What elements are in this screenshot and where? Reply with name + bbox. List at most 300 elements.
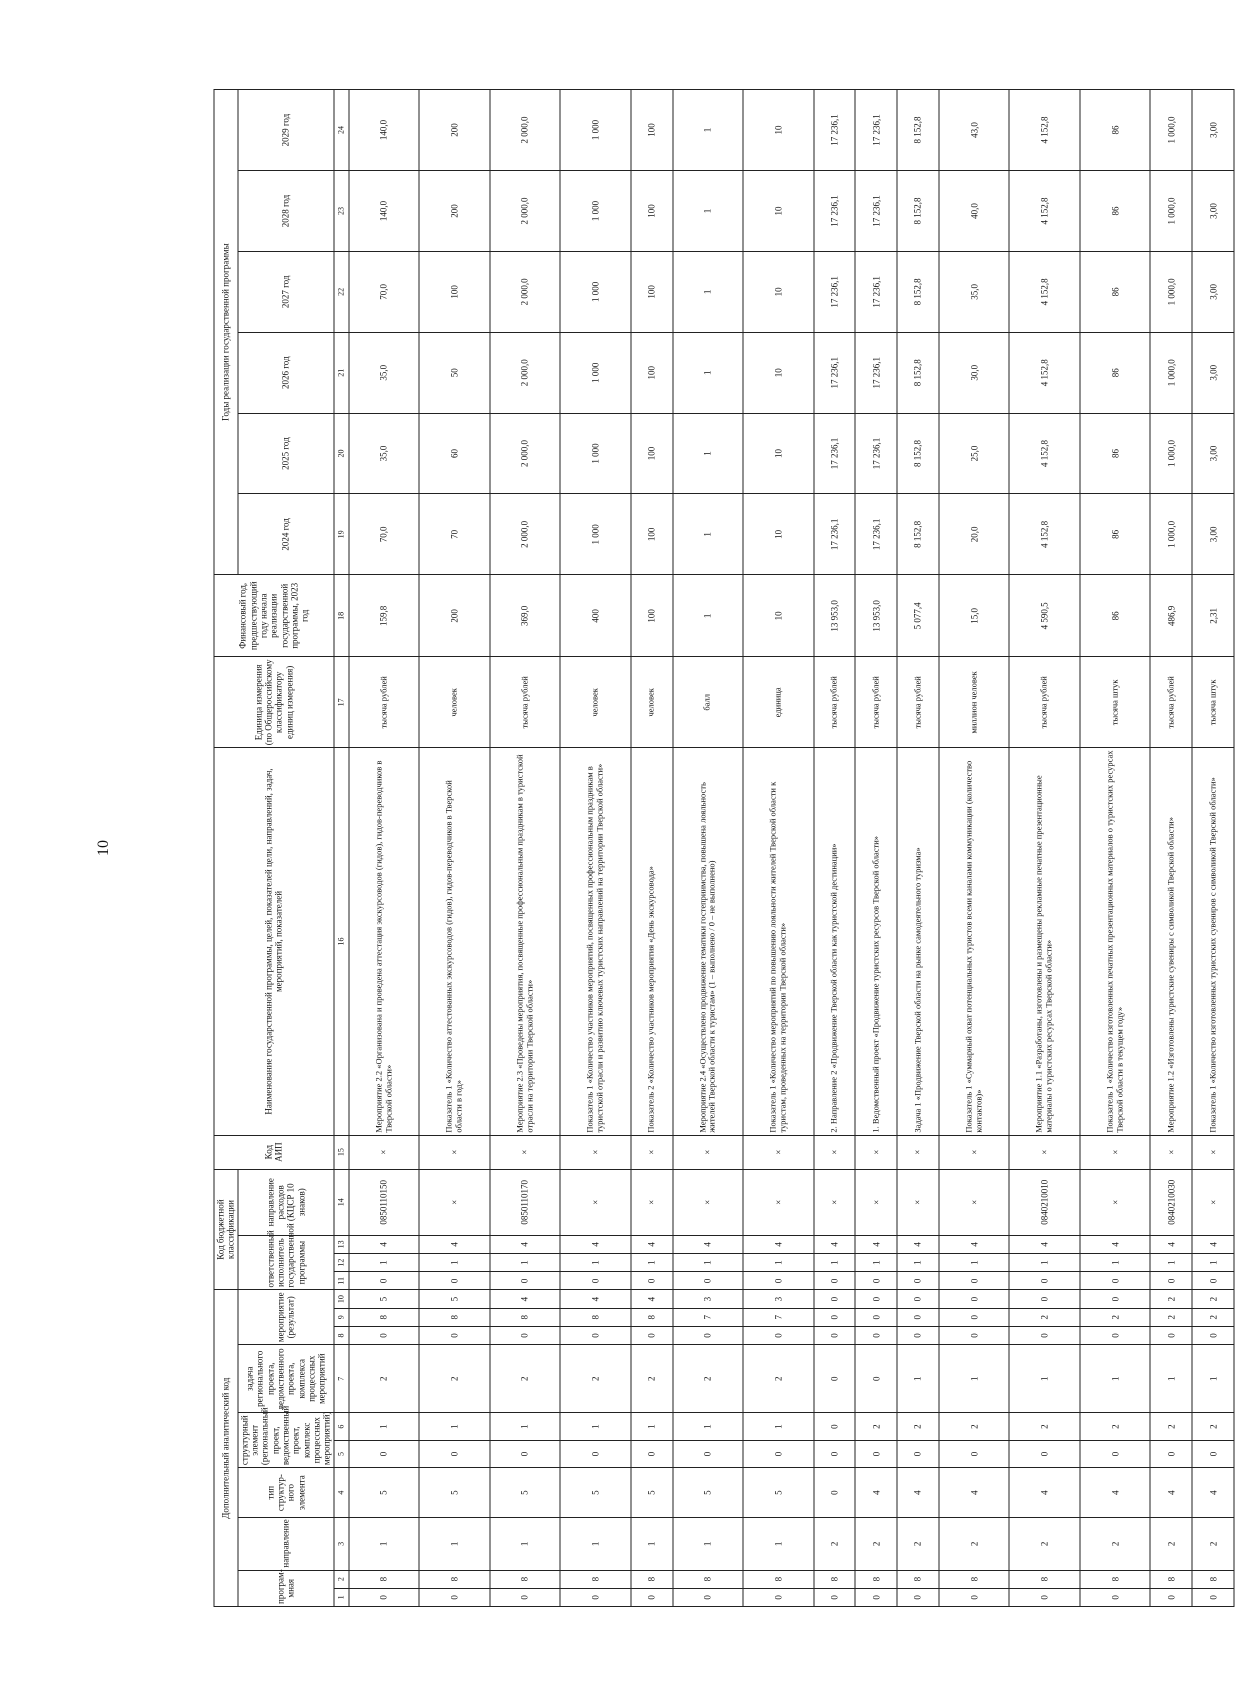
code-cell: 8 xyxy=(419,1570,490,1588)
header-year-2028: 2028 год xyxy=(238,171,334,252)
code-cell: 0850110170 xyxy=(490,1169,561,1235)
code-cell: 2 xyxy=(673,1345,744,1413)
program-table xyxy=(214,89,1235,1607)
code-cell: 1 xyxy=(349,1413,420,1440)
value-cell: 1 xyxy=(673,332,744,413)
code-cell: 1 xyxy=(673,1518,744,1570)
code-cell: 4 xyxy=(560,1235,631,1253)
code-cell: 2 xyxy=(1192,1413,1234,1440)
code-cell: 4 xyxy=(1192,1235,1234,1253)
header-expense-dir: направление расходов (КЦСР 10 знаков) xyxy=(238,1169,334,1235)
code-cell: × xyxy=(743,1169,814,1235)
code-cell: 5 xyxy=(743,1468,814,1518)
value-cell: 86 xyxy=(1080,171,1151,252)
value-cell: 100 xyxy=(631,90,673,171)
code-cell: 8 xyxy=(673,1570,744,1588)
value-cell: 86 xyxy=(1080,251,1151,332)
value-cell: 70,0 xyxy=(349,494,420,575)
code-cell: 0 xyxy=(743,1326,814,1344)
code-cell: 0 xyxy=(814,1345,856,1413)
column-number: 6 xyxy=(334,1413,349,1440)
table-row xyxy=(1009,90,1080,1607)
code-cell: 8 xyxy=(419,1308,490,1326)
code-cell: 0 xyxy=(855,1345,897,1413)
code-cell: 4 xyxy=(631,1235,673,1253)
code-cell: 1 xyxy=(490,1518,561,1570)
code-cell: 4 xyxy=(631,1290,673,1308)
code-cell: 0 xyxy=(1009,1588,1080,1606)
code-cell: 2 xyxy=(631,1345,673,1413)
item-name-cell: 2. Направление 2 «Продвижение Тверской области как туристской дестинации» xyxy=(814,748,856,1135)
value-cell: 1 xyxy=(673,494,744,575)
value-cell: 43,0 xyxy=(939,90,1010,171)
code-cell: 8 xyxy=(349,1570,420,1588)
code-cell: 4 xyxy=(814,1235,856,1253)
table-row xyxy=(560,90,631,1607)
value-cell: 8 152,8 xyxy=(897,413,939,494)
code-cell: × xyxy=(631,1135,673,1169)
code-cell: 2 xyxy=(897,1413,939,1440)
code-cell: 2 xyxy=(1080,1308,1151,1326)
header-executor: ответственный исполнитель государственной программы xyxy=(238,1235,334,1290)
value-cell: 200 xyxy=(419,171,490,252)
code-cell: 4 xyxy=(855,1235,897,1253)
code-cell: 1 xyxy=(897,1254,939,1272)
value-cell: 8 152,8 xyxy=(897,332,939,413)
code-cell: 1 xyxy=(560,1518,631,1570)
unit-cell: миллион человек xyxy=(939,657,1010,748)
code-cell: 4 xyxy=(349,1235,420,1253)
code-cell: × xyxy=(1192,1169,1234,1235)
code-cell: × xyxy=(743,1135,814,1169)
code-cell: 0 xyxy=(939,1588,1010,1606)
code-cell: 2 xyxy=(939,1518,1010,1570)
column-number: 7 xyxy=(334,1345,349,1413)
value-cell: 100 xyxy=(631,171,673,252)
table-row xyxy=(855,90,897,1607)
code-cell: 0 xyxy=(1009,1272,1080,1290)
code-cell: 0 xyxy=(1009,1440,1080,1467)
value-cell: 1 000 xyxy=(560,171,631,252)
unit-cell: тысяча рублей xyxy=(1009,657,1080,748)
code-cell: 0 xyxy=(1080,1290,1151,1308)
code-cell: 0 xyxy=(939,1290,1010,1308)
code-cell: 0 xyxy=(939,1440,1010,1467)
value-cell: 1 000,0 xyxy=(1150,171,1192,252)
value-cell: 25,0 xyxy=(939,413,1010,494)
code-cell: 0 xyxy=(743,1440,814,1467)
item-name-cell: Мероприятие 1.1 «Разработаны, изготовлены и размещены рекламные печатные презентационные материалы о туристских ресурсах Тверской области» xyxy=(1009,748,1080,1135)
code-cell: 1 xyxy=(1009,1254,1080,1272)
value-cell: 17 236,1 xyxy=(855,171,897,252)
code-cell: 0 xyxy=(939,1326,1010,1344)
code-cell: 2 xyxy=(1080,1413,1151,1440)
column-number: 20 xyxy=(334,413,349,494)
code-cell: 8 xyxy=(939,1570,1010,1588)
value-cell: 17 236,1 xyxy=(855,494,897,575)
value-cell: 1 xyxy=(673,575,744,657)
code-cell: 8 xyxy=(560,1308,631,1326)
code-cell: 0 xyxy=(814,1308,856,1326)
table-row xyxy=(743,90,814,1607)
code-cell: 0 xyxy=(1192,1440,1234,1467)
code-cell: 0 xyxy=(673,1326,744,1344)
value-cell: 86 xyxy=(1080,90,1151,171)
header-struct-type: тип структур-ного элемента xyxy=(238,1468,334,1518)
value-cell: 17 236,1 xyxy=(855,413,897,494)
code-cell: 0 xyxy=(490,1326,561,1344)
code-cell: 2 xyxy=(1150,1518,1192,1570)
value-cell: 17 236,1 xyxy=(855,90,897,171)
header-years-group: Годы реализации государственной программы xyxy=(214,90,238,575)
code-cell: 0 xyxy=(743,1272,814,1290)
code-cell: 1 xyxy=(673,1413,744,1440)
code-cell: 0 xyxy=(631,1272,673,1290)
code-cell: 1 xyxy=(897,1345,939,1413)
code-cell: 0 xyxy=(897,1588,939,1606)
code-cell: 5 xyxy=(490,1468,561,1518)
code-cell: 0840210030 xyxy=(1150,1169,1192,1235)
code-cell: 2 xyxy=(349,1345,420,1413)
value-cell: 2 000,0 xyxy=(490,90,561,171)
item-name-cell: Показатель 1 «Количество аттестованных экскурсоводов (гидов), гидов-переводчиков в Тверской области в год» xyxy=(419,748,490,1135)
code-cell: 0 xyxy=(855,1440,897,1467)
column-number: 3 xyxy=(334,1518,349,1570)
code-cell: 0 xyxy=(673,1440,744,1467)
value-cell: 3,00 xyxy=(1192,332,1234,413)
header-year-2029: 2029 год xyxy=(238,90,334,171)
header-unit: Единица измерения (по Общероссийскому классификатору единиц измерения) xyxy=(214,657,334,748)
code-cell: 0 xyxy=(631,1440,673,1467)
value-cell: 8 152,8 xyxy=(897,171,939,252)
unit-cell: единица xyxy=(743,657,814,748)
code-cell: 8 xyxy=(1009,1570,1080,1588)
code-cell: 0 xyxy=(419,1326,490,1344)
code-cell: 4 xyxy=(855,1468,897,1518)
value-cell: 70 xyxy=(419,494,490,575)
code-cell: 0 xyxy=(419,1588,490,1606)
code-cell: 0 xyxy=(855,1326,897,1344)
code-cell: 1 xyxy=(419,1518,490,1570)
unit-cell: тысяча рублей xyxy=(490,657,561,748)
code-cell: 1 xyxy=(419,1254,490,1272)
value-cell: 159,8 xyxy=(349,575,420,657)
code-cell: 1 xyxy=(349,1254,420,1272)
code-cell: 0 xyxy=(855,1588,897,1606)
code-cell: × xyxy=(419,1169,490,1235)
code-cell: × xyxy=(1192,1135,1234,1169)
code-cell: 2 xyxy=(1150,1413,1192,1440)
code-cell: 0 xyxy=(814,1588,856,1606)
code-cell: 0 xyxy=(673,1272,744,1290)
value-cell: 10 xyxy=(743,171,814,252)
header-struct-element: структурный элемент (региональный проект, ведомственный проект, комплекс процессных мероприятий) xyxy=(238,1413,334,1468)
item-name-cell: 1. Ведомственный проект «Продвижение туристских ресурсов Тверской области» xyxy=(855,748,897,1135)
value-cell: 2 000,0 xyxy=(490,332,561,413)
column-number: 16 xyxy=(334,748,349,1135)
value-cell: 3,00 xyxy=(1192,494,1234,575)
code-cell: 0 xyxy=(560,1326,631,1344)
value-cell: 369,0 xyxy=(490,575,561,657)
code-cell: 1 xyxy=(631,1413,673,1440)
column-number: 2 xyxy=(334,1570,349,1588)
value-cell: 1 000 xyxy=(560,90,631,171)
header-budget-code: Код бюджетной классификации xyxy=(214,1169,238,1290)
code-cell: 0 xyxy=(939,1308,1010,1326)
code-cell: 0 xyxy=(419,1440,490,1467)
code-cell: 2 xyxy=(560,1345,631,1413)
column-number: 5 xyxy=(334,1440,349,1467)
value-cell: 8 152,8 xyxy=(897,90,939,171)
value-cell: 3,00 xyxy=(1192,90,1234,171)
code-cell: × xyxy=(897,1169,939,1235)
unit-cell: тысяча штук xyxy=(1080,657,1151,748)
value-cell: 100 xyxy=(631,494,673,575)
value-cell: 17 236,1 xyxy=(814,171,856,252)
header-year-2024: 2024 год xyxy=(238,494,334,575)
value-cell: 8 152,8 xyxy=(897,251,939,332)
value-cell: 2 000,0 xyxy=(490,251,561,332)
column-number: 23 xyxy=(334,171,349,252)
code-cell: 5 xyxy=(560,1468,631,1518)
code-cell: 2 xyxy=(1150,1290,1192,1308)
code-cell: 0 xyxy=(349,1440,420,1467)
value-cell: 10 xyxy=(743,575,814,657)
value-cell: 15,0 xyxy=(939,575,1010,657)
table-row xyxy=(1150,90,1192,1607)
code-cell: 0 xyxy=(1192,1326,1234,1344)
code-cell: 2 xyxy=(897,1518,939,1570)
value-cell: 200 xyxy=(419,575,490,657)
value-cell: 1 000,0 xyxy=(1150,413,1192,494)
code-cell: 2 xyxy=(855,1518,897,1570)
code-cell: 0 xyxy=(855,1308,897,1326)
code-cell: 8 xyxy=(897,1570,939,1588)
code-cell: × xyxy=(855,1169,897,1235)
value-cell: 17 236,1 xyxy=(814,332,856,413)
unit-cell: балл xyxy=(673,657,744,748)
column-number: 15 xyxy=(334,1135,349,1169)
column-number: 10 xyxy=(334,1290,349,1308)
code-cell: 0 xyxy=(897,1272,939,1290)
code-cell: 5 xyxy=(419,1290,490,1308)
code-cell: 4 xyxy=(1009,1468,1080,1518)
code-cell: 0850110150 xyxy=(349,1169,420,1235)
code-cell: 8 xyxy=(490,1308,561,1326)
value-cell: 13 953,0 xyxy=(855,575,897,657)
code-cell: × xyxy=(560,1135,631,1169)
code-cell: 8 xyxy=(1192,1570,1234,1588)
item-name-cell: Показатель 1 «Суммарный охват потенциальных туристов всеми каналами коммуникации (количество контактов)» xyxy=(939,748,1010,1135)
code-cell: 7 xyxy=(673,1308,744,1326)
value-cell: 3,00 xyxy=(1192,171,1234,252)
code-cell: 5 xyxy=(419,1468,490,1518)
value-cell: 140,0 xyxy=(349,90,420,171)
item-name-cell: Задача 1 «Продвижение Тверской области на рынке самодеятельного туризма» xyxy=(897,748,939,1135)
code-cell: 8 xyxy=(349,1308,420,1326)
value-cell: 4 590,5 xyxy=(1009,575,1080,657)
code-cell: 2 xyxy=(1009,1413,1080,1440)
value-cell: 30,0 xyxy=(939,332,1010,413)
code-cell: 0 xyxy=(897,1308,939,1326)
code-cell: 0 xyxy=(1080,1588,1151,1606)
value-cell: 10 xyxy=(743,413,814,494)
code-cell: 1 xyxy=(1080,1345,1151,1413)
unit-cell: тысяча штук xyxy=(1192,657,1234,748)
value-cell: 35,0 xyxy=(349,413,420,494)
unit-cell: тысяча рублей xyxy=(814,657,856,748)
code-cell: × xyxy=(814,1135,856,1169)
code-cell: 0 xyxy=(897,1326,939,1344)
code-cell: 1 xyxy=(631,1254,673,1272)
code-cell: 1 xyxy=(1080,1254,1151,1272)
unit-cell: тысяча рублей xyxy=(349,657,420,748)
unit-cell: тысяча рублей xyxy=(1150,657,1192,748)
value-cell: 17 236,1 xyxy=(855,332,897,413)
value-cell: 1 xyxy=(673,90,744,171)
code-cell: 2 xyxy=(855,1413,897,1440)
code-cell: × xyxy=(1080,1135,1151,1169)
value-cell: 400 xyxy=(560,575,631,657)
column-number: 18 xyxy=(334,575,349,657)
value-cell: 1 000,0 xyxy=(1150,90,1192,171)
code-cell: 4 xyxy=(1150,1468,1192,1518)
item-name-cell: Показатель 1 «Количество изготовленных туристских сувениров с символикой Тверской области» xyxy=(1192,748,1234,1135)
code-cell: 8 xyxy=(855,1570,897,1588)
header-add-code: Дополнительный аналитический код xyxy=(214,1290,238,1607)
code-cell: 4 xyxy=(419,1235,490,1253)
table-row xyxy=(419,90,490,1607)
code-cell: 1 xyxy=(490,1254,561,1272)
code-cell: 0 xyxy=(490,1588,561,1606)
code-cell: 1 xyxy=(1150,1254,1192,1272)
table-row xyxy=(349,90,420,1607)
code-cell: 1 xyxy=(743,1254,814,1272)
value-cell: 1 xyxy=(673,171,744,252)
value-cell: 8 152,8 xyxy=(897,494,939,575)
value-cell: 4 152,8 xyxy=(1009,171,1080,252)
code-cell: 0 xyxy=(490,1272,561,1290)
code-cell: × xyxy=(939,1169,1010,1235)
value-cell: 50 xyxy=(419,332,490,413)
code-cell: 3 xyxy=(673,1290,744,1308)
code-cell: 5 xyxy=(349,1290,420,1308)
code-cell: 1 xyxy=(560,1254,631,1272)
value-cell: 35,0 xyxy=(939,251,1010,332)
code-cell: 0 xyxy=(490,1440,561,1467)
value-cell: 4 152,8 xyxy=(1009,494,1080,575)
value-cell: 17 236,1 xyxy=(855,251,897,332)
code-cell: 0 xyxy=(814,1326,856,1344)
code-cell: 1 xyxy=(743,1413,814,1440)
value-cell: 140,0 xyxy=(349,171,420,252)
value-cell: 2 000,0 xyxy=(490,494,561,575)
table-row xyxy=(490,90,561,1607)
value-cell: 86 xyxy=(1080,413,1151,494)
header-task: задача регионального проекта, ведомственного проекта, комплекса процессных мероприятий xyxy=(238,1345,334,1413)
unit-cell: человек xyxy=(419,657,490,748)
code-cell: × xyxy=(1009,1135,1080,1169)
header-year-2027: 2027 год xyxy=(238,251,334,332)
code-cell: 8 xyxy=(490,1570,561,1588)
value-cell: 100 xyxy=(631,332,673,413)
value-cell: 17 236,1 xyxy=(814,90,856,171)
value-cell: 1 000 xyxy=(560,251,631,332)
code-cell: 2 xyxy=(1150,1308,1192,1326)
code-cell: 0 xyxy=(814,1290,856,1308)
code-cell: 4 xyxy=(673,1235,744,1253)
column-number: 13 xyxy=(334,1235,349,1253)
code-cell: 0 xyxy=(814,1413,856,1440)
item-name-cell: Показатель 1 «Количество участников мероприятий, посвященных профессиональным праздникам в туристской отрасли и развитию ключевых туристских направлений на территории Тверской области» xyxy=(560,748,631,1135)
code-cell: 0 xyxy=(1009,1326,1080,1344)
code-cell: 0 xyxy=(673,1588,744,1606)
value-cell: 3,00 xyxy=(1192,251,1234,332)
header-fin-year: Финансовый год, предшествующий году начала реализации государственной программы, 2023 год xyxy=(214,575,334,657)
value-cell: 100 xyxy=(631,575,673,657)
code-cell: × xyxy=(1150,1135,1192,1169)
code-cell: 0 xyxy=(855,1290,897,1308)
value-cell: 86 xyxy=(1080,575,1151,657)
table-row xyxy=(631,90,673,1607)
code-cell: 4 xyxy=(560,1290,631,1308)
table-row xyxy=(673,90,744,1607)
value-cell: 1 000,0 xyxy=(1150,494,1192,575)
code-cell: 4 xyxy=(490,1290,561,1308)
column-numbers-row xyxy=(334,90,349,1607)
code-cell: 2 xyxy=(1192,1290,1234,1308)
code-cell: × xyxy=(897,1135,939,1169)
code-cell: 2 xyxy=(743,1345,814,1413)
code-cell: 1 xyxy=(560,1413,631,1440)
code-cell: 5 xyxy=(349,1468,420,1518)
code-cell: 0 xyxy=(814,1440,856,1467)
code-cell: 0 xyxy=(631,1326,673,1344)
code-cell: 0 xyxy=(814,1468,856,1518)
value-cell: 40,0 xyxy=(939,171,1010,252)
column-number: 21 xyxy=(334,332,349,413)
value-cell: 1 000 xyxy=(560,413,631,494)
value-cell: 4 152,8 xyxy=(1009,413,1080,494)
table-row xyxy=(1080,90,1151,1607)
value-cell: 100 xyxy=(631,413,673,494)
code-cell: 4 xyxy=(743,1235,814,1253)
code-cell: 1 xyxy=(419,1413,490,1440)
code-cell: 1 xyxy=(1009,1345,1080,1413)
value-cell: 486,9 xyxy=(1150,575,1192,657)
item-name-cell: Показатель 1 «Количество изготовленных печатных презентационных материалов о туристских ресурсах Тверской области в текущем году» xyxy=(1080,748,1151,1135)
code-cell: 1 xyxy=(631,1518,673,1570)
column-number: 8 xyxy=(334,1326,349,1344)
code-cell: 8 xyxy=(631,1570,673,1588)
code-cell: 1 xyxy=(855,1254,897,1272)
rotated-table-container xyxy=(214,89,1218,1607)
code-cell: 0 xyxy=(855,1272,897,1290)
code-cell: × xyxy=(673,1169,744,1235)
header-direction: направление xyxy=(238,1518,334,1570)
code-cell: 4 xyxy=(490,1235,561,1253)
value-cell: 2 000,0 xyxy=(490,171,561,252)
column-number: 1 xyxy=(334,1588,349,1606)
code-cell: 0 xyxy=(560,1588,631,1606)
code-cell: 1 xyxy=(1192,1345,1234,1413)
value-cell: 3,00 xyxy=(1192,413,1234,494)
value-cell: 1 xyxy=(673,413,744,494)
code-cell: 8 xyxy=(814,1570,856,1588)
value-cell: 10 xyxy=(743,332,814,413)
code-cell: 5 xyxy=(673,1468,744,1518)
code-cell: 4 xyxy=(1150,1235,1192,1253)
